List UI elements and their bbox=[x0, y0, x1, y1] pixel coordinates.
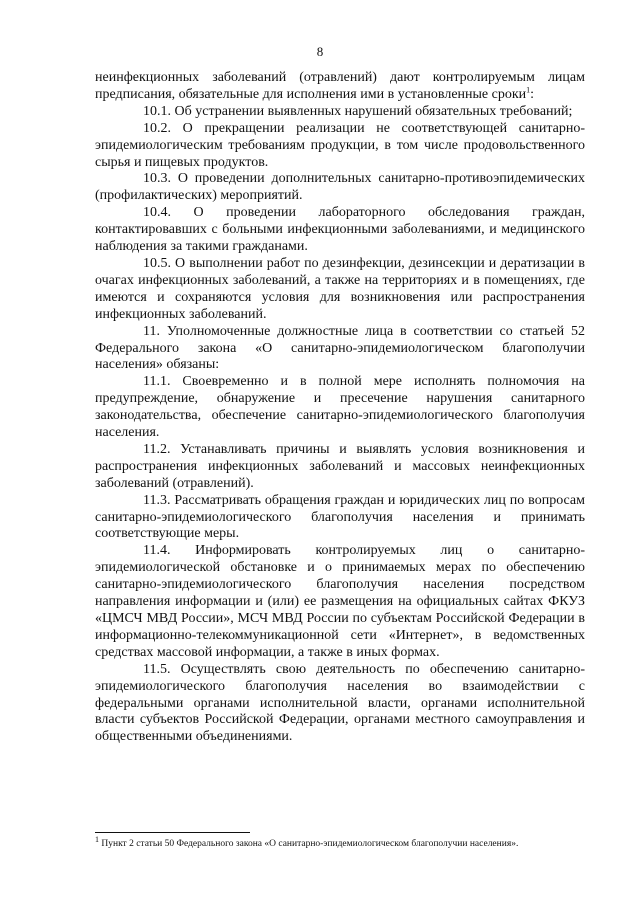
footnote-text: Пункт 2 статьи 50 Федерального закона «О санитарно-эпидемиологическом благополучии населения». bbox=[101, 839, 519, 849]
footnote bbox=[95, 834, 590, 850]
paragraph-10-3: 10.3. О проведении дополнительных санитарно-противоэпидемических (профилактических) мероприятий. bbox=[95, 171, 585, 204]
paragraph-11-3: 11.3. Рассматривать обращения граждан и юридических лиц по вопросам санитарно-эпидемиологического благополучия населения и принимать соответствующие меры. bbox=[95, 492, 585, 542]
paragraph-11-2: 11.2. Устанавливать причины и выявлять условия возникновения и распространения инфекционных заболеваний и массовых неинфекционных заболеваний (отравлений). bbox=[95, 441, 585, 491]
footnote-reference: 1 bbox=[526, 85, 531, 95]
body-text bbox=[95, 70, 585, 746]
paragraph-11-1: 11.1. Своевременно и в полной мере исполнять полномочия на предупреждение, обнаружение и пресечение нарушения санитарного законодательства, обеспечение санитарно-эпидемиологического благополучия населения. bbox=[95, 374, 585, 441]
paragraph-10-1: 10.1. Об устранении выявленных нарушений обязательных требований; bbox=[143, 103, 573, 119]
footnote-mark: 1 bbox=[95, 834, 99, 844]
paragraph-10-4: 10.4. О проведении лабораторного обследования граждан, контактировавших с больными инфекционными заболеваниями, и медицинского наблюдения за такими гражданами. bbox=[95, 205, 585, 255]
paragraph-10-5: 10.5. О выполнении работ по дезинфекции, дезинсекции и дератизации в очагах инфекционных заболеваний, а также на территориях и в помещениях, где имеются и сохраняются условия для возникновения или распространения инфекционных заболеваний. bbox=[95, 255, 585, 322]
paragraph-10-2: 10.2. О прекращении реализации не соответствующей санитарно-эпидемиологическим требованиям продукции, в том числе продовольственного сырья и пищевых продуктов. bbox=[95, 120, 585, 170]
paragraph-intro: неинфекционных заболеваний (отравлений) дают контролируемым лицам предписания, обязательные для исполнения ими в установленные сроки$^1$: bbox=[95, 70, 585, 102]
footnote-divider bbox=[95, 832, 250, 833]
paragraph-11-4: 11.4. Информировать контролируемых лиц о санитарно-эпидемиологической обстановке и о принимаемых мерах по обеспечению санитарно-эпидемиологического благополучия населения посредством направления информации и (или) ее размещения на официальных сайтах ФКУЗ «ЦМСЧ МВД России», МСЧ МВД России по субъектам Российской Федерации в информационно-телекоммуникационной сети «Интернет», в ведомственных средствах массовой информации, а также в иных формах. bbox=[95, 543, 585, 660]
page-number: 8 bbox=[316, 44, 324, 59]
paragraph-11: 11. Уполномоченные должностные лица в соответствии со статьей 52 Федерального закона «О санитарно-эпидемиологическом благополучии населения» обязаны: bbox=[95, 323, 585, 373]
paragraph-11-5: 11.5. Осуществлять свою деятельность по обеспечению санитарно-эпидемиологического благополучия населения во взаимодействии с федеральными органами исполнительной власти, органами исполнительной власти субъектов Российской Федерации, органами местного самоуправления и общественными объединениями. bbox=[95, 661, 585, 745]
